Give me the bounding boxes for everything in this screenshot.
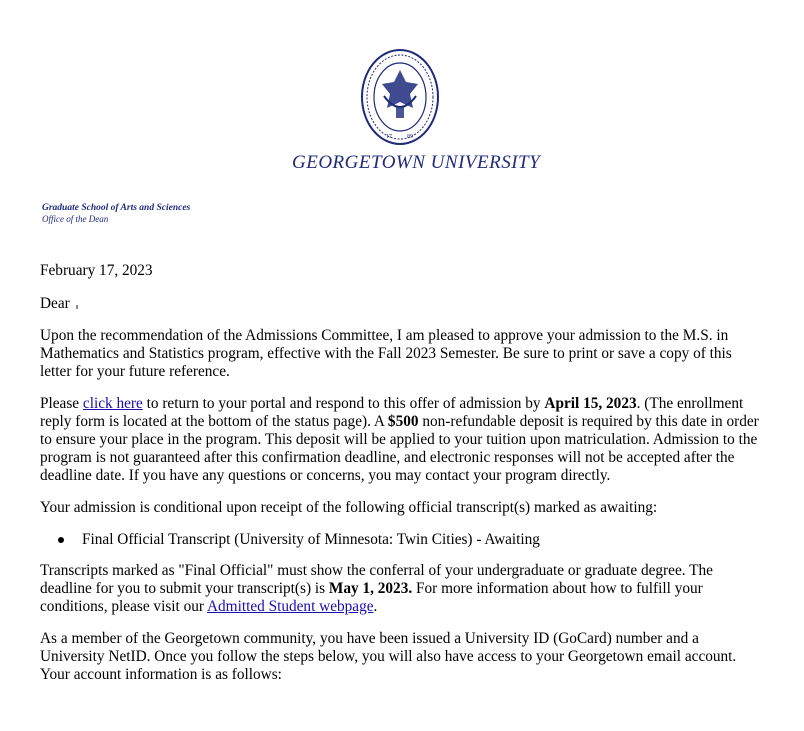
- response-text-4: non-refundable deposit is required by this date in order to ensure your place in the program. This deposit will be applied to your tuition upon matriculation. Admission to the program is not guaranteed after this confirmation deadline, and electronic responses will not be accepted after the deadline date. If you have any questions or concerns, you may contact your program directly.: [40, 413, 759, 484]
- response-text-2: to return to your portal and respond to this offer of admission by: [142, 395, 545, 412]
- school-block: [42, 203, 190, 225]
- salutation: [40, 295, 760, 313]
- transcript-list: [40, 531, 760, 549]
- response-deadline: April 15, 2023: [544, 395, 637, 412]
- response-text-1: Please: [40, 395, 83, 412]
- office-name: Office of the Dean: [42, 214, 109, 224]
- university-seal-icon: [360, 48, 440, 146]
- salutation-text: Dear: [40, 295, 70, 312]
- portal-link[interactable]: click here: [82, 395, 143, 412]
- admission-paragraph: Upon the recommendation of the Admissions Committee, I am pleased to approve your admission to the M.S. in Mathematics and Statistics program, effective with the Fall 2023 Semester. Be sure to print or save a copy of this letter for your future reference.: [40, 327, 732, 380]
- transcript-text-2: For more information about how to fulfill your conditions, please visit our: [40, 580, 703, 615]
- university-name: GEORGETOWN UNIVERSITY: [292, 152, 541, 173]
- seal-year-right: 89: [407, 134, 413, 140]
- seal-year-left: 17: [386, 134, 392, 140]
- account-paragraph: As a member of the Georgetown community, you have been issued a University ID (GoCard) number and a University NetID. Once you follow the steps below, you will also have access to your Georgetown email account. Your account information is as follows:: [40, 630, 737, 683]
- conditional-paragraph: Your admission is conditional upon receipt of the following official transcript(s) marked as awaiting:: [40, 499, 658, 516]
- transcript-deadline: May 1, 2023.: [328, 580, 413, 597]
- transcript-text-1: Transcripts marked as "Final Official" must show the conferral of your undergraduate or graduate degree. The deadline for you to submit your transcript(s) is: [40, 562, 713, 597]
- transcript-text-3: .: [373, 598, 378, 615]
- admitted-student-link[interactable]: Admitted Student webpage: [206, 598, 374, 615]
- deposit-amount: $500: [387, 413, 419, 430]
- transcript-paragraph: [40, 562, 760, 616]
- redacted-name-mark: [76, 305, 78, 309]
- list-item: Final Official Transcript (University of Minnesota: Twin Cities) - Awaiting: [82, 531, 760, 549]
- school-name: Graduate School of Arts and Sciences: [42, 203, 191, 213]
- response-text-3: . (The enrollment reply form is located at the bottom of the status page). A: [40, 395, 744, 430]
- letter-date: February 17, 2023: [40, 262, 153, 279]
- response-paragraph: [40, 395, 760, 485]
- letter-body: [40, 262, 760, 698]
